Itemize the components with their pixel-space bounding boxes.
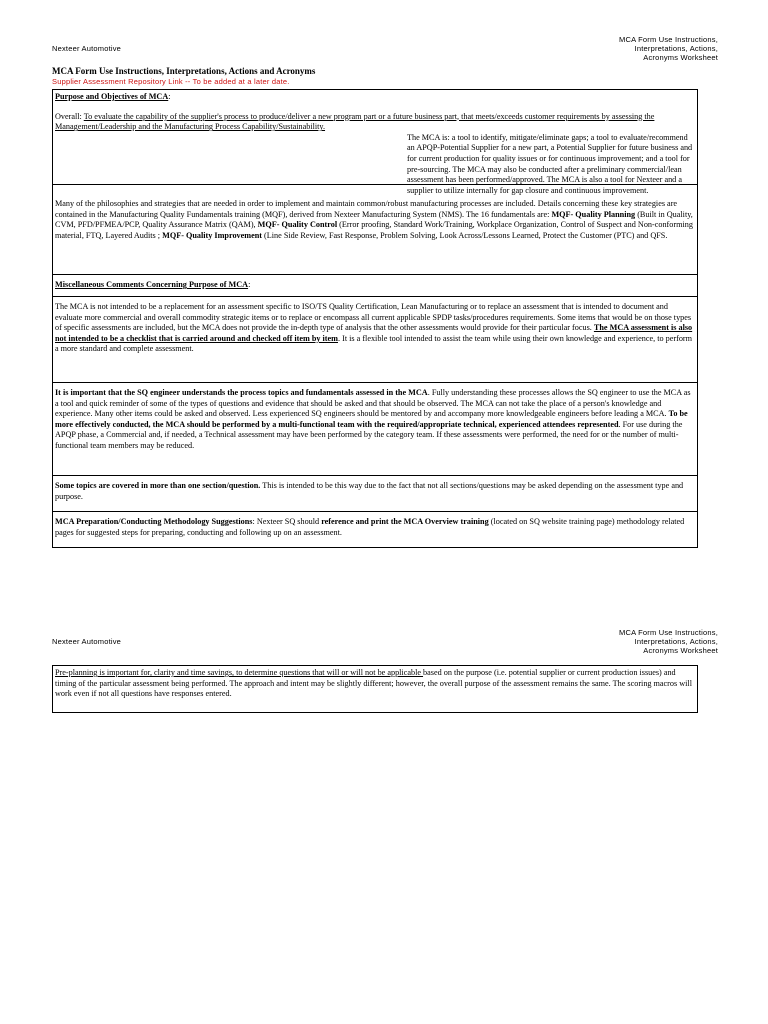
not-replacement-text: The MCA is not intended to be a replacement for an assessment specific to ISO/TS Quality Certification, Lean Manufacturing or to replace an assessment that is intended to document and evaluate more commercial and overall commodity strategic items or to replace or encompass all current applicable SPDP tasks/procedures requirements. Some items that would be on those types of specific assessments are included, but the MCA does not provide the in-depth type of analysis that the other assessments would provide for their particular focus. — [55, 302, 692, 333]
overall-statement: To evaluate the capability of the supplier's process to produce/deliver a new program part or a future business part, that meets/exceeds customer requirements by assessing the Management/Leadership and the Manufacturing Process Capability/Sustainability. — [55, 111, 655, 132]
some-topics-text: This is intended to be this way due to the fact that not all sections/questions may be asked depending on the assessment type and purpose. — [55, 481, 684, 501]
header-right-line: MCA Form Use Instructions, — [619, 35, 718, 44]
preparation-heading: MCA Preparation/Conducting Methodology Suggestions — [55, 517, 253, 526]
header-right-line: MCA Form Use Instructions, — [619, 628, 718, 637]
some-topics-statement: Some topics are covered in more than one section/question. — [55, 481, 261, 490]
some-topics-section — [55, 481, 695, 502]
philosophies-text: (Built in Quality, CVM, PFD/PFMEA/PCP, Quality Assurance Matrix (QAM), — [55, 209, 693, 230]
row-divider — [52, 475, 698, 476]
preplanning-text: based on the purpose (i.e. potential supplier or current production issues) and timing of the particular assessment being performed. The approach and intent may be slightly different; however, the overall purpose of the assessment remains the same. The scoring macros will work even if not all questions have responses entered. — [55, 668, 692, 699]
mca-is-statement: The MCA is: a tool to identify, mitigate/eliminate gaps; a tool to evaluate/recommend an APQP-Potential Supplier for a new part, a Potential Supplier for future business and for current production for quality issues or for continuous improvement; and a tool for pre-sourcing. The MCA may also be conducted after a preliminary commercial/lean assessment has been performed/approved. The MCA is also a tool for Nexteer and a supplier to utilize internally for gap closure and continuous improvement. — [407, 132, 693, 195]
not-replacement-section — [55, 302, 695, 355]
multi-functional-statement: To be more effectively conducted, the MCA should be performed by a multi-functional team with the required/appropriate technical, experienced attendees represented — [55, 409, 688, 429]
company-name: Nexteer Automotive — [52, 44, 122, 53]
purpose-section — [55, 92, 695, 196]
header-right-line: Interpretations, Actions, — [634, 637, 718, 646]
row-divider — [52, 511, 698, 512]
overview-training-reference: reference and print the MCA Overview training — [321, 517, 489, 526]
important-section — [55, 388, 695, 452]
purpose-heading: Purpose and Objectives of MCA — [55, 92, 169, 101]
not-replacement-text: . It is a flexible tool intended to assist the team while using their own knowledge and experience, to perform a more standard and complete assessment. — [55, 333, 693, 354]
preparation-text: (located on SQ website training page) methodology related pages for suggested steps for preparing, conducting and following up on an assessment. — [55, 517, 685, 537]
mqf-quality-control: MQF- Quality Control — [257, 220, 338, 230]
mqf-quality-planning: MQF- Quality Planning — [551, 209, 636, 219]
philosophies-text: (Line Side Review, Fast Response, Problem Solving, Look Across/Lessons Learned, Protect the Customer (PTC) and QFS. — [262, 230, 668, 240]
header-right-line: Interpretations, Actions, — [634, 44, 718, 53]
philosophies-section — [55, 199, 695, 241]
misc-section — [55, 280, 695, 291]
misc-heading-colon: : — [248, 280, 251, 289]
row-divider — [52, 296, 698, 297]
row-divider — [52, 382, 698, 383]
header-right — [619, 35, 718, 62]
header-right — [619, 628, 718, 655]
misc-heading: Miscellaneous Comments Concerning Purpose of MCA — [55, 280, 249, 289]
row-divider — [52, 274, 698, 275]
repository-link[interactable]: Supplier Assessment Repository Link -- To be added at a later date. — [52, 77, 290, 86]
preplanning-section — [55, 668, 695, 700]
not-checklist-statement: The MCA assessment is also not intended to be a checklist that is carried around and checked off item by item — [55, 323, 693, 343]
purpose-heading-colon: : — [168, 92, 171, 101]
philosophies-text: (Error proofing, Standard Work/Training, Workplace Organization, Control of Suspect and Non-conforming material, FTQ, Layered Audits ; — [55, 220, 693, 240]
company-name: Nexteer Automotive — [52, 637, 122, 646]
header-right-line: Acronyms Worksheet — [643, 646, 718, 655]
important-text: . For use during the APQP phase, a Commercial and, if needed, a Technical assessment may have been performed by the category team. If these assessments were performed, the need for or the number of multi-functional team members may be reduced. — [55, 419, 683, 450]
important-statement: It is important that the SQ engineer understands the process topics and fundamentals assessed in the MCA — [55, 388, 428, 397]
preplanning-statement: Pre-planning is important for, clarity and time savings, to determine questions that will or will not be applicable — [55, 668, 424, 677]
important-text: . Fully understanding these processes allows the SQ engineer to use the MCA as a tool and quick reminder of some of the types of questions and evidence that should be asked and that should be observed. The MCA can not take the place of a person's knowledge and experience. Many other items could be asked and observed. Less experienced SQ engineers should be mentored by and accompany more knowledgeable engineers before leading a MCA. — [55, 388, 691, 419]
preparation-section — [55, 517, 695, 538]
header-right-line: Acronyms Worksheet — [643, 53, 718, 62]
document-title: MCA Form Use Instructions, Interpretations, Actions and Acronyms — [52, 66, 316, 76]
overall-label: Overall: — [55, 111, 84, 121]
philosophies-text: Many of the philosophies and strategies that are needed in order to implement and maintain common/robust manufacturing processes are included. Details concerning these key strategies are contained in the Manufacturing Quality Fundamentals training (MQF), derived from Nexteer Manufacturing System (NMS). The 16 fundamentals are: — [55, 199, 678, 219]
preparation-text: : Nexteer SQ should — [252, 517, 322, 526]
mqf-quality-improvement: MQF- Quality Improvement — [162, 230, 262, 240]
